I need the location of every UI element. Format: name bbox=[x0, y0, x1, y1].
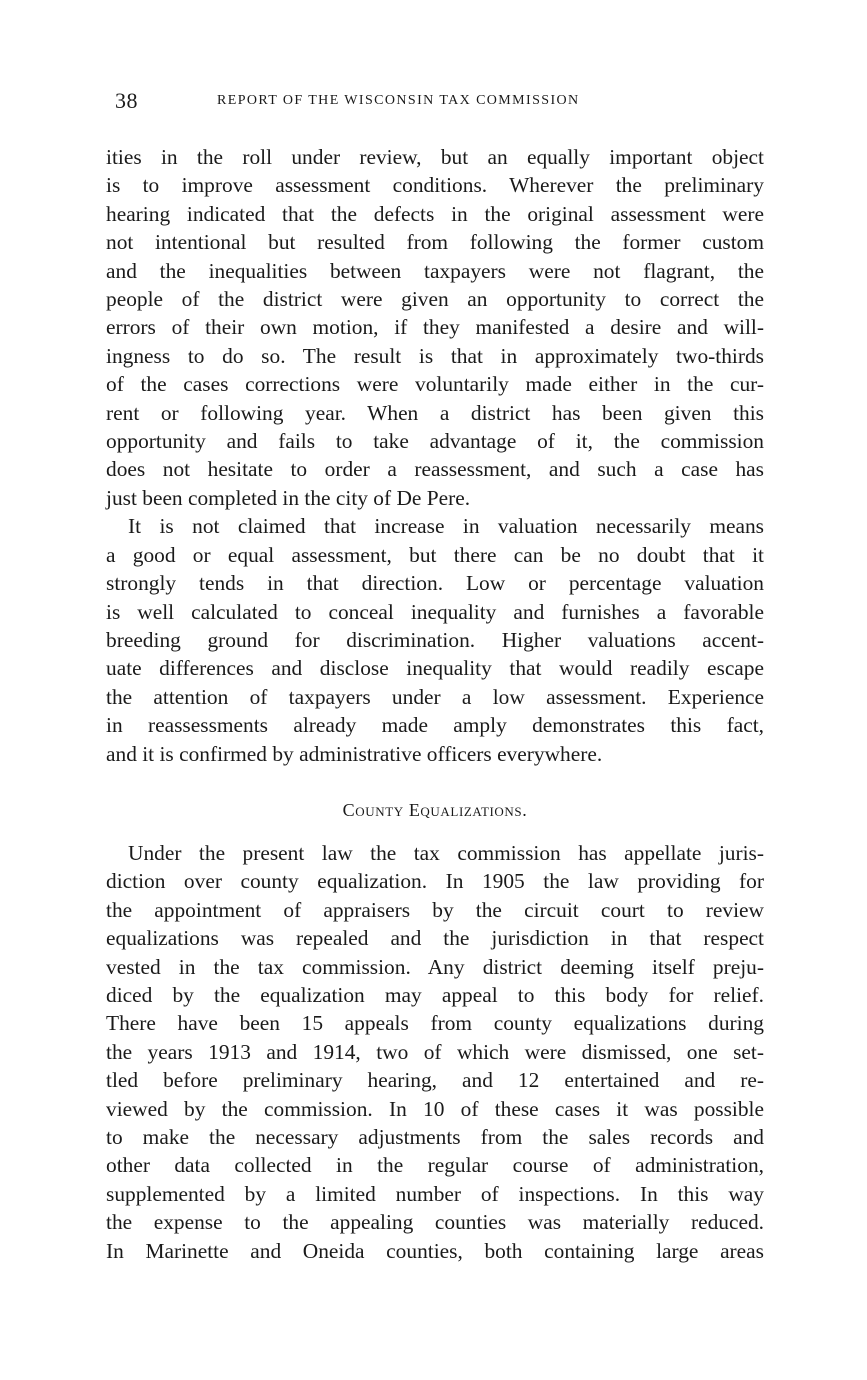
text-line: There have been 15 appeals from county equalizations during bbox=[106, 1011, 764, 1036]
text-line: In Marinette and Oneida counties, both containing large areas bbox=[106, 1238, 764, 1263]
text-line: and the inequalities between taxpayers were not flagrant, the bbox=[106, 258, 764, 283]
text-line: a good or equal assessment, but there can be no doubt that it bbox=[106, 542, 764, 567]
running-head: REPORT OF THE WISCONSIN TAX COMMISSION bbox=[217, 93, 580, 108]
text-line: It is not claimed that increase in valuation necessarily means bbox=[128, 514, 764, 539]
text-line: vested in the tax commission. Any district deeming itself preju- bbox=[106, 954, 764, 979]
text-line: diced by the equalization may appeal to this body for relief. bbox=[106, 982, 764, 1007]
text-line: ingness to do so. The result is that in approximately two-thirds bbox=[106, 343, 764, 368]
page-body bbox=[106, 143, 764, 1265]
text-line: in reassessments already made amply demonstrates this fact, bbox=[106, 713, 764, 738]
text-line: the expense to the appealing counties was materially reduced. bbox=[106, 1210, 764, 1235]
section-heading bbox=[106, 795, 764, 825]
text-line: the attention of taxpayers under a low assessment. Experience bbox=[106, 684, 764, 709]
text-line: to make the necessary adjustments from the sales records and bbox=[106, 1125, 764, 1149]
page-header bbox=[112, 88, 772, 114]
page-number: 38 bbox=[115, 88, 138, 113]
text-line: opportunity and fails to take advantage of it, the commission bbox=[106, 429, 764, 454]
paragraph-county-equalizations bbox=[106, 839, 764, 1265]
text-line: is well calculated to conceal inequality and furnishes a favorable bbox=[106, 599, 764, 624]
text-line: not intentional but resulted from following the former custom bbox=[106, 230, 764, 255]
text-line: hearing indicated that the defects in the original assessment were bbox=[106, 201, 764, 226]
text-line: the years 1913 and 1914, two of which were dismissed, one set- bbox=[106, 1039, 764, 1064]
text-line: rent or following year. When a district has been given this bbox=[106, 400, 764, 425]
text-line: does not hesitate to order a reassessment, and such a case has bbox=[106, 457, 764, 482]
text-line: equalizations was repealed and the jurisdiction in that respect bbox=[106, 926, 764, 951]
text-line: of the cases corrections were voluntarily made either in the cur- bbox=[106, 372, 764, 397]
section-heading-text: County Equalizations. bbox=[342, 799, 528, 820]
text-line: uate differences and disclose inequality that would readily escape bbox=[106, 656, 764, 681]
text-line: errors of their own motion, if they manifested a desire and will- bbox=[106, 315, 764, 340]
text-line: and it is confirmed by administrative officers everywhere. bbox=[106, 741, 603, 766]
text-line: other data collected in the regular course of administration, bbox=[106, 1153, 764, 1178]
text-line: ities in the roll under review, but an equally important object bbox=[106, 145, 764, 169]
text-line: tled before preliminary hearing, and 12 entertained and re- bbox=[106, 1068, 764, 1093]
paragraph-continued bbox=[106, 143, 764, 512]
text-line: is to improve assessment conditions. Wherever the preliminary bbox=[106, 173, 764, 198]
text-line: the appointment of appraisers by the circuit court to review bbox=[106, 897, 764, 922]
text-line: Under the present law the tax commission has appellate juris- bbox=[128, 840, 764, 865]
text-line: diction over county equalization. In 1905 the law providing for bbox=[106, 869, 764, 894]
text-line: just been completed in the city of De Pere. bbox=[106, 485, 471, 510]
paragraph-valuation bbox=[106, 512, 764, 768]
text-line: breeding ground for discrimination. Higher valuations accent- bbox=[106, 627, 764, 652]
text-line: viewed by the commission. In 10 of these cases it was possible bbox=[106, 1096, 764, 1121]
text-line: people of the district were given an opportunity to correct the bbox=[106, 287, 764, 312]
text-line: supplemented by a limited number of inspections. In this way bbox=[106, 1181, 764, 1206]
text-line: strongly tends in that direction. Low or percentage valuation bbox=[106, 571, 764, 596]
